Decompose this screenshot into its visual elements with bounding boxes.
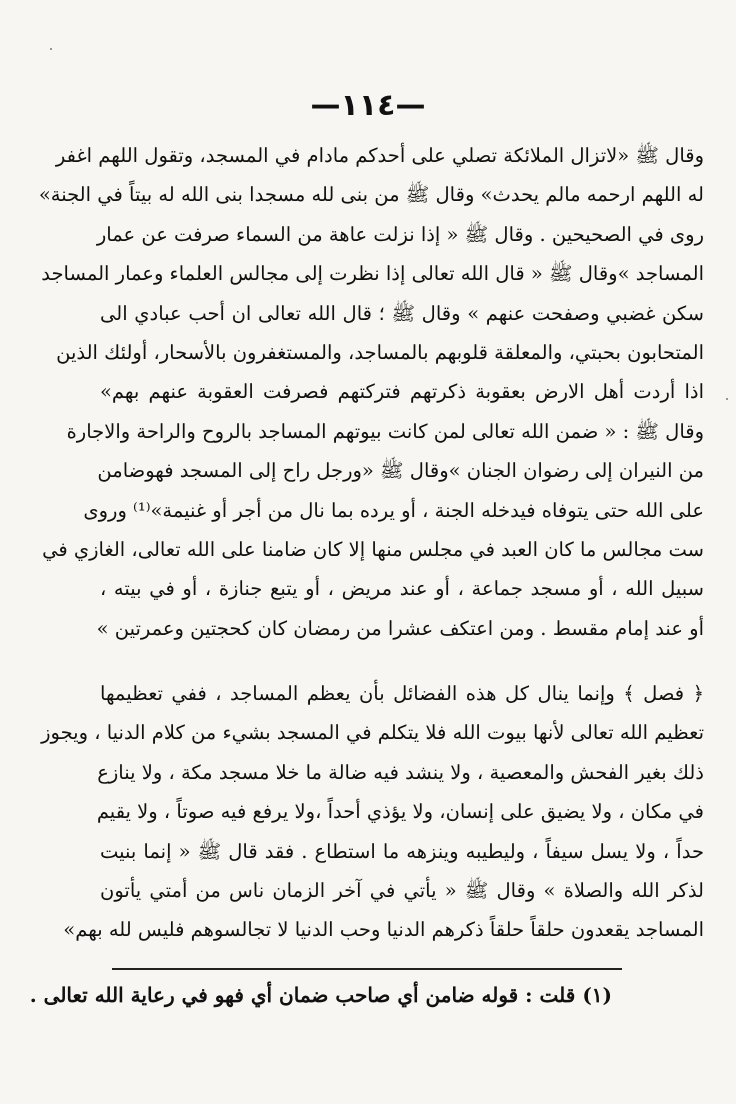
text-line: وقال ﷺ : « ضمن الله تعالى لمن كانت بيوتهم المساجد بالروح والراحة والاجارة [66,419,704,443]
text-line: لذكر الله والصلاة » وقال ﷺ « يأتي في آخر الزمان ناس من أمتي يأتون [100,879,704,903]
text-line: ذلك بغير الفحش والمعصية ، ولا ينشد فيه ضالة ما خلا مسجد مكة ، ولا ينازع [97,760,704,784]
scan-speck [50,48,52,50]
text-line: روى في الصحيحين . وقال ﷺ « إذا نزلت عاهة من السماء صرفت عن عمار [96,222,704,246]
text-line: سبيل الله ، أو مسجد جماعة ، أو عند مريض ، أو يتبع جنازة ، أو في بيته ، [100,577,704,601]
text-line: المتحابون بحبتي، والمعلقة قلوبهم بالمساجد، والمستغفرون بالأسحار، أولئك الذين [56,340,704,364]
footnote-divider [112,968,622,970]
text-line: المساجد يقعدون حلقاً حلقاً ذكرهم الدنيا وحب الدنيا لا تجالسوهم فليس لله بهم» [63,918,704,942]
paragraph-gap [100,648,704,674]
text-line: اذا أردت أهل الارض بعقوبة ذكرتهم فتركتهم فصرفت العقوبة عنهم بهم» [100,380,704,404]
scan-speck [726,398,728,400]
text-line: ﴿ فصل ﴾ وإنما ينال كل هذه الفضائل بأن يعظم المساجد ، ففي تعظيمها [100,682,704,706]
text-line: تعظيم الله تعالى لأنها بيوت الله فلا يتكلم في المسجد بشيء من كلام الدنيا ، ويجوز [41,721,704,745]
text-line: من النيران إلى رضوان الجنان »وقال ﷺ «ورجل راح إلى المسجد فهوضامن [97,459,704,483]
main-text [38,136,704,950]
text-line: المساجد »وقال ﷺ « قال الله تعالى إذا نظرت إلى مجالس العلماء وعمار المساجد [41,262,704,286]
text-line: في مكان ، ولا يضيق على إنسان، ولا يؤذي أحداً ،ولا يرفع فيه صوتاً ، ولا يقيم [96,800,704,824]
text-line: سكن غضبي وصفحت عنهم » وقال ﷺ ؛ قال الله تعالى ان أحب عبادي الى [100,301,704,325]
text-line: له اللهم ارحمه مالم يحدث» وقال ﷺ من بنى لله مسجدا بنى الله له بيتاً في الجنة» [38,183,704,207]
text-line: وقال ﷺ «لاتزال الملائكة تصلي على أحدكم مادام في المسجد، وتقول اللهم اغفر [55,144,704,167]
page-number: —١١٤— [310,88,426,123]
text-line: حداً ، ولا يسل سيفاً ، وليطيبه وينزهه ما استطاع . فقد قال ﷺ « إنما بنيت [100,839,704,863]
footnote: (١) قلت : قوله ضامن أي صاحب ضمان أي فهو في رعاية الله تعالى . [29,983,612,1007]
text-line: على الله حتى يتوفاه فيدخله الجنة ، أو يرده بما نال من أجر أو غنيمة»⁽¹⁾ وروى [83,498,704,522]
text-line: ست مجالس ما كان العبد في مجلس منها إلا كان ضامنا على الله تعالى، الغازي في [42,537,704,561]
text-line: أو عند إمام مقسط . ومن اعتكف عشرا من رمضان كان كحجتين وعمرتين » [96,616,704,640]
